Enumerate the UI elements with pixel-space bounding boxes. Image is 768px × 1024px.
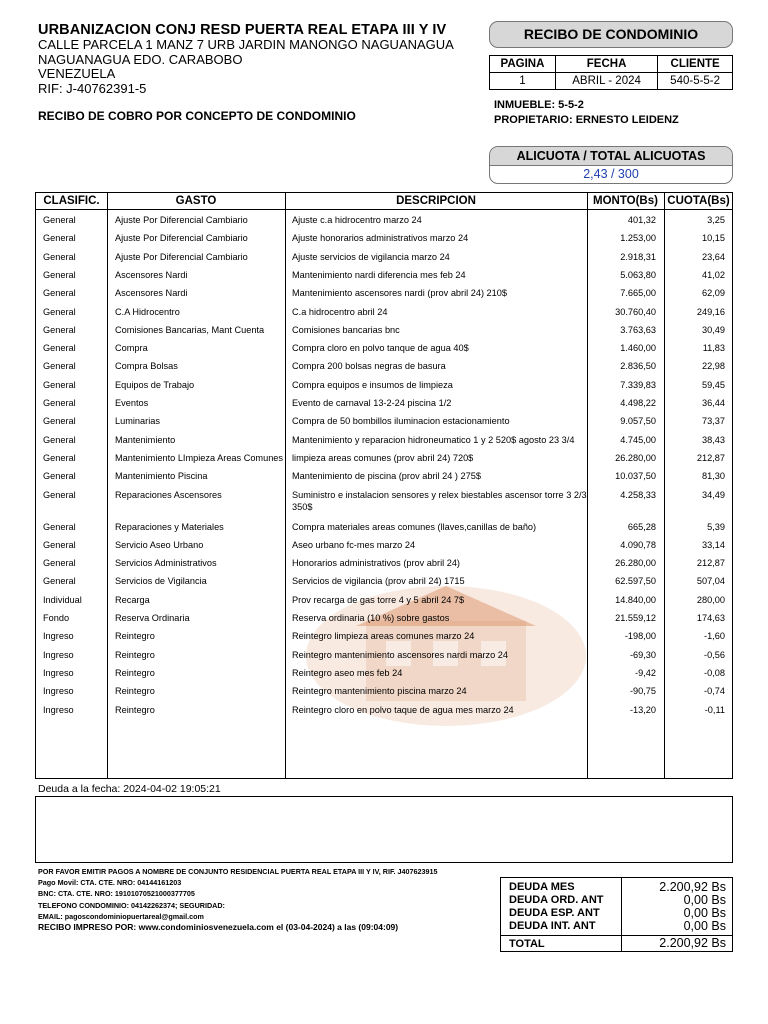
cell-clasific: General xyxy=(43,343,76,354)
cell-cuota: 41,02 xyxy=(702,269,725,280)
cell-clasific: Ingreso xyxy=(43,704,74,715)
cell-descripcion: Comisiones bancarias bnc xyxy=(292,324,400,335)
col-gasto: GASTO xyxy=(175,195,217,207)
cell-gasto: Reparaciones Ascensores xyxy=(115,489,222,500)
table-row xyxy=(36,228,732,246)
cell-monto: 7.339,83 xyxy=(620,379,656,390)
cell-clasific: General xyxy=(43,434,76,445)
cell-descripcion: Prov recarga de gas torre 4 y 5 abril 24 7$ xyxy=(292,594,465,605)
total-value: 0,00 Bs xyxy=(683,893,726,907)
cell-descripcion: Mantenimiento nardi diferencia mes feb 24 xyxy=(292,269,466,280)
cell-clasific: General xyxy=(43,306,76,317)
note-line: TELEFONO CONDOMINIO: 04142262374; SEGURIDAD: xyxy=(38,900,225,910)
cell-monto: -198,00 xyxy=(624,631,656,642)
cell-descripcion: Servicios de vigilancia (prov abril 24) 1715 xyxy=(292,576,465,587)
cell-descripcion: limpieza areas comunes (prov abril 24) 720$ xyxy=(292,452,474,463)
cell-clasific: General xyxy=(43,471,76,482)
cell-gasto: Equipos de Trabajo xyxy=(115,379,195,390)
notes-box xyxy=(35,796,733,863)
cell-cuota: 30,49 xyxy=(702,324,725,335)
cell-clasific: Ingreso xyxy=(43,667,74,678)
cell-cuota: 11,83 xyxy=(702,343,725,354)
cell-clasific: General xyxy=(43,233,76,244)
country: VENEZUELA xyxy=(38,66,116,81)
cell-monto: 7.665,00 xyxy=(620,288,656,299)
cell-monto: 26.280,00 xyxy=(615,452,656,463)
cell-monto: 2.836,50 xyxy=(620,361,656,372)
cell-cuota: -0,08 xyxy=(704,667,725,678)
cell-cuota: 73,37 xyxy=(702,416,725,427)
cell-gasto: Compra Bolsas xyxy=(115,361,178,372)
cell-gasto: Mantenimiento Piscina xyxy=(115,471,208,482)
pagina-header: PAGINA xyxy=(490,56,556,73)
org-header xyxy=(38,22,488,96)
cell-descripcion: Evento de carnaval 13-2-24 piscina 1/2 xyxy=(292,398,452,408)
cell-gasto: Ascensores Nardi xyxy=(115,288,188,299)
cell-gasto: Eventos xyxy=(115,398,149,408)
cell-descripcion: Compra cloro en polvo tanque de agua 40$ xyxy=(292,343,469,354)
cell-cuota: 34,49 xyxy=(702,489,725,500)
address-line-1: CALLE PARCELA 1 MANZ 7 URB JARDIN MANONGO NAGUANAGUA xyxy=(38,37,454,52)
cell-cuota: 280,00 xyxy=(696,594,725,605)
cell-descripcion: Mantenimiento y reparacion hidroneumatico 1 y 2 520$ agosto 23 3/4 xyxy=(292,434,575,445)
cell-monto: 4.090,78 xyxy=(620,539,656,550)
col-monto: MONTO(Bs) xyxy=(593,195,658,207)
cell-cuota: 81,30 xyxy=(702,471,725,482)
grand-total-value: 2.200,92 Bs xyxy=(659,936,726,950)
fecha-value: ABRIL - 2024 xyxy=(555,73,657,90)
total-value: 0,00 Bs xyxy=(683,906,726,920)
cell-gasto: Reintegro xyxy=(115,686,155,697)
cell-descripcion: C.a hidrocentro abril 24 xyxy=(292,306,388,317)
cell-clasific: General xyxy=(43,215,76,225)
cell-cuota: 36,44 xyxy=(702,398,725,408)
table-row xyxy=(36,210,732,228)
cell-clasific: Ingreso xyxy=(43,686,74,697)
cell-gasto: Comisiones Bancarias, Mant Cuenta xyxy=(115,324,265,335)
cliente-header: CLIENTE xyxy=(658,56,733,73)
table-row xyxy=(36,448,732,466)
cell-gasto: Luminarias xyxy=(115,416,160,427)
table-row xyxy=(36,265,732,283)
cell-gasto: Servicios de Vigilancia xyxy=(115,576,207,587)
note-line: Pago Movil: CTA. CTE. NRO: 04144161203 xyxy=(38,878,182,888)
table-row xyxy=(36,411,732,429)
cell-monto: 5.063,80 xyxy=(620,269,656,280)
cell-clasific: General xyxy=(43,269,76,280)
cell-descripcion: Ajuste c.a hidrocentro marzo 24 xyxy=(292,215,422,225)
cell-monto: 26.280,00 xyxy=(615,558,656,569)
table-row xyxy=(36,302,732,320)
cell-clasific: Individual xyxy=(43,594,82,605)
cell-monto: -13,20 xyxy=(629,704,656,715)
cell-descripcion: Compra 200 bolsas negras de basura xyxy=(292,361,446,372)
cell-cuota: 212,87 xyxy=(696,452,725,463)
cell-cuota: -0,11 xyxy=(704,704,725,715)
propietario: PROPIETARIO: ERNESTO LEIDENZ xyxy=(494,114,679,126)
cell-clasific: Fondo xyxy=(43,613,70,623)
cell-gasto: Reintegro xyxy=(115,704,155,715)
receipt-title: RECIBO DE CONDOMINIO xyxy=(489,21,733,48)
cell-cuota: 59,45 xyxy=(702,379,725,390)
col-cuota: CUOTA(Bs) xyxy=(667,195,730,207)
table-row xyxy=(36,485,732,517)
expense-table xyxy=(35,192,733,779)
table-row xyxy=(36,681,732,699)
cell-cuota: 38,43 xyxy=(702,434,725,445)
cell-gasto: Reparaciones y Materiales xyxy=(115,521,224,532)
table-row xyxy=(36,320,732,338)
cell-clasific: General xyxy=(43,379,76,390)
cell-cuota: 10,15 xyxy=(702,233,725,244)
cell-gasto: Servicios Administrativos xyxy=(115,558,217,569)
cell-clasific: General xyxy=(43,539,76,550)
address-line-2: NAGUANAGUA EDO. CARABOBO xyxy=(38,51,243,67)
cell-monto: 4.498,22 xyxy=(620,398,656,408)
rif: RIF: J-40762391-5 xyxy=(38,80,147,96)
cell-gasto: Ajuste Por Diferencial Cambiario xyxy=(115,233,248,244)
cell-cuota: 23,64 xyxy=(702,251,725,262)
cell-monto: -69,30 xyxy=(629,649,656,660)
inmueble: INMUEBLE: 5-5-2 xyxy=(494,99,584,111)
cell-monto: 9.057,50 xyxy=(620,416,656,427)
cell-gasto: Reintegro xyxy=(115,667,155,678)
cell-cuota: 22,98 xyxy=(702,361,725,372)
table-row xyxy=(36,535,732,553)
property-info xyxy=(494,98,679,128)
table-row xyxy=(36,645,732,663)
deuda-fecha: Deuda a la fecha: 2024-04-02 19:05:21 xyxy=(38,783,221,795)
col-descripcion: DESCRIPCION xyxy=(396,195,476,207)
cell-descripcion: Compra equipos e insumos de limpieza xyxy=(292,379,453,390)
pagina-value: 1 xyxy=(490,73,556,90)
cell-monto: 1.253,00 xyxy=(620,233,656,244)
cell-descripcion: Compra de 50 bombillos iluminacion estacionamiento xyxy=(292,416,510,427)
totals-box xyxy=(500,877,733,952)
alicuota-box xyxy=(489,146,733,184)
cell-gasto: Recarga xyxy=(115,594,150,605)
table-row xyxy=(36,553,732,571)
cell-clasific: General xyxy=(43,416,76,427)
note-line: POR FAVOR EMITIR PAGOS A NOMBRE DE CONJUNTO RESIDENCIAL PUERTA REAL ETAPA III Y IV, RIF. J407623915 xyxy=(38,867,438,876)
receipt-subtitle: RECIBO DE COBRO POR CONCEPTO DE CONDOMINIO xyxy=(38,109,356,123)
cell-monto: 1.460,00 xyxy=(620,343,656,354)
cell-cuota: 174,63 xyxy=(696,613,725,623)
table-row xyxy=(36,626,732,644)
total-label: DEUDA INT. ANT xyxy=(509,920,596,932)
cell-clasific: General xyxy=(43,398,76,408)
cell-gasto: Ascensores Nardi xyxy=(115,269,188,280)
table-row xyxy=(36,393,732,411)
cell-cuota: 249,16 xyxy=(696,306,725,317)
cell-cuota: 62,09 xyxy=(702,288,725,299)
table-row xyxy=(36,247,732,265)
cell-gasto: Mantenimiento LImpieza Areas Comunes xyxy=(115,452,284,463)
table-row xyxy=(36,283,732,301)
total-label: DEUDA ESP. ANT xyxy=(509,907,600,919)
total-label: DEUDA ORD. ANT xyxy=(509,894,604,906)
table-row xyxy=(36,356,732,374)
cell-gasto: Reserva Ordinaria xyxy=(115,613,190,623)
cell-clasific: General xyxy=(43,288,76,299)
cell-cuota: 33,14 xyxy=(702,539,725,550)
org-name: URBANIZACION CONJ RESD PUERTA REAL ETAPA III Y IV xyxy=(38,22,447,38)
cell-monto: -9,42 xyxy=(635,667,656,678)
table-row xyxy=(36,430,732,448)
table-row xyxy=(36,700,732,718)
table-row xyxy=(36,375,732,393)
cell-monto: -90,75 xyxy=(629,686,656,697)
cell-clasific: General xyxy=(43,489,76,500)
cell-monto: 4.745,00 xyxy=(620,434,656,445)
col-clasific: CLASIFIC. xyxy=(43,195,100,207)
cell-clasific: General xyxy=(43,521,76,532)
cell-gasto: Mantenimiento xyxy=(115,434,176,445)
cell-descripcion: Reintegro mantenimiento piscina marzo 24 xyxy=(292,686,467,697)
cell-clasific: General xyxy=(43,324,76,335)
cell-cuota: 212,87 xyxy=(696,558,725,569)
cell-monto: 14.840,00 xyxy=(615,594,656,605)
table-row xyxy=(36,466,732,484)
printed-by: RECIBO IMPRESO POR: www.condominiosvenezuela.com el (03-04-2024) a las (09:04:09) xyxy=(38,922,399,933)
cell-descripcion: Compra materiales areas comunes (llaves,canillas de baño) xyxy=(292,521,537,532)
table-row xyxy=(36,517,732,535)
cell-gasto: Ajuste Por Diferencial Cambiario xyxy=(115,251,248,262)
cell-descripcion: Suministro e instalacion sensores y relex biestables ascensor torre 3 2/3 350$ xyxy=(292,489,587,512)
cell-clasific: General xyxy=(43,558,76,569)
cell-monto: 21.559,12 xyxy=(615,613,656,623)
cell-descripcion: Ajuste honorarios administrativos marzo 24 xyxy=(292,233,469,244)
cell-monto: 3.763,63 xyxy=(620,324,656,335)
cliente-value: 540-5-5-2 xyxy=(658,73,733,90)
table-row xyxy=(36,571,732,589)
total-label: DEUDA MES xyxy=(509,881,575,893)
cell-descripcion: Reserva ordinaria (10 %) sobre gastos xyxy=(292,613,450,623)
cell-descripcion: Mantenimiento de piscina (prov abril 24 ) 275$ xyxy=(292,471,481,482)
alicuota-label: ALICUOTA / TOTAL ALICUOTAS xyxy=(490,147,732,166)
cell-gasto: C.A Hidrocentro xyxy=(115,306,180,317)
total-value: 2.200,92 Bs xyxy=(659,880,726,894)
cell-monto: 665,28 xyxy=(627,521,656,532)
table-row xyxy=(36,608,732,626)
cell-clasific: General xyxy=(43,452,76,463)
cell-clasific: General xyxy=(43,361,76,372)
cell-cuota: -0,56 xyxy=(704,649,725,660)
cell-monto: 401,32 xyxy=(627,215,656,225)
note-line: EMAIL: pagoscondominiopuertareal@gmail.com xyxy=(38,911,204,921)
cell-gasto: Compra xyxy=(115,343,148,354)
payment-notes xyxy=(38,866,498,933)
cell-clasific: General xyxy=(43,576,76,587)
cell-descripcion: Reintegro mantenimiento ascensores nardi marzo 24 xyxy=(292,649,509,660)
cell-cuota: 5,39 xyxy=(707,521,725,532)
cell-descripcion: Reintegro limpieza areas comunes marzo 24 xyxy=(292,631,475,642)
cell-gasto: Reintegro xyxy=(115,631,155,642)
cell-cuota: -1,60 xyxy=(704,631,725,642)
cell-monto: 30.760,40 xyxy=(615,306,656,317)
table-header-row xyxy=(36,193,732,210)
cell-descripcion: Aseo urbano fc-mes marzo 24 xyxy=(292,539,416,550)
cell-cuota: 3,25 xyxy=(707,215,725,225)
cell-gasto: Ajuste Por Diferencial Cambiario xyxy=(115,215,248,225)
total-value: 0,00 Bs xyxy=(683,919,726,933)
cell-clasific: Ingreso xyxy=(43,631,74,642)
cell-monto: 2.918,31 xyxy=(620,251,656,262)
cell-monto: 10.037,50 xyxy=(615,471,656,482)
table-row xyxy=(36,338,732,356)
grand-total-label: TOTAL xyxy=(509,938,545,950)
cell-clasific: Ingreso xyxy=(43,649,74,660)
cell-descripcion: Honorarios administrativos (prov abril 24) xyxy=(292,558,460,569)
cell-cuota: 507,04 xyxy=(696,576,725,587)
cell-cuota: -0,74 xyxy=(704,686,725,697)
receipt-meta-table xyxy=(489,55,733,90)
cell-descripcion: Reintegro cloro en polvo taque de agua mes marzo 24 xyxy=(292,704,514,715)
cell-monto: 62.597,50 xyxy=(615,576,656,587)
note-line: BNC: CTA. CTE. NRO: 19101070521000377705 xyxy=(38,889,195,899)
cell-clasific: General xyxy=(43,251,76,262)
cell-gasto: Reintegro xyxy=(115,649,155,660)
cell-descripcion: Mantenimiento ascensores nardi (prov abril 24) 210$ xyxy=(292,288,508,299)
fecha-header: FECHA xyxy=(555,56,657,73)
cell-gasto: Servicio Aseo Urbano xyxy=(115,539,204,550)
cell-descripcion: Ajuste servicios de vigilancia marzo 24 xyxy=(292,251,450,262)
table-row xyxy=(36,590,732,608)
alicuota-value: 2,43 / 300 xyxy=(583,167,639,181)
cell-descripcion: Reintegro aseo mes feb 24 xyxy=(292,667,403,678)
table-row xyxy=(36,663,732,681)
cell-monto: 4.258,33 xyxy=(620,489,656,500)
